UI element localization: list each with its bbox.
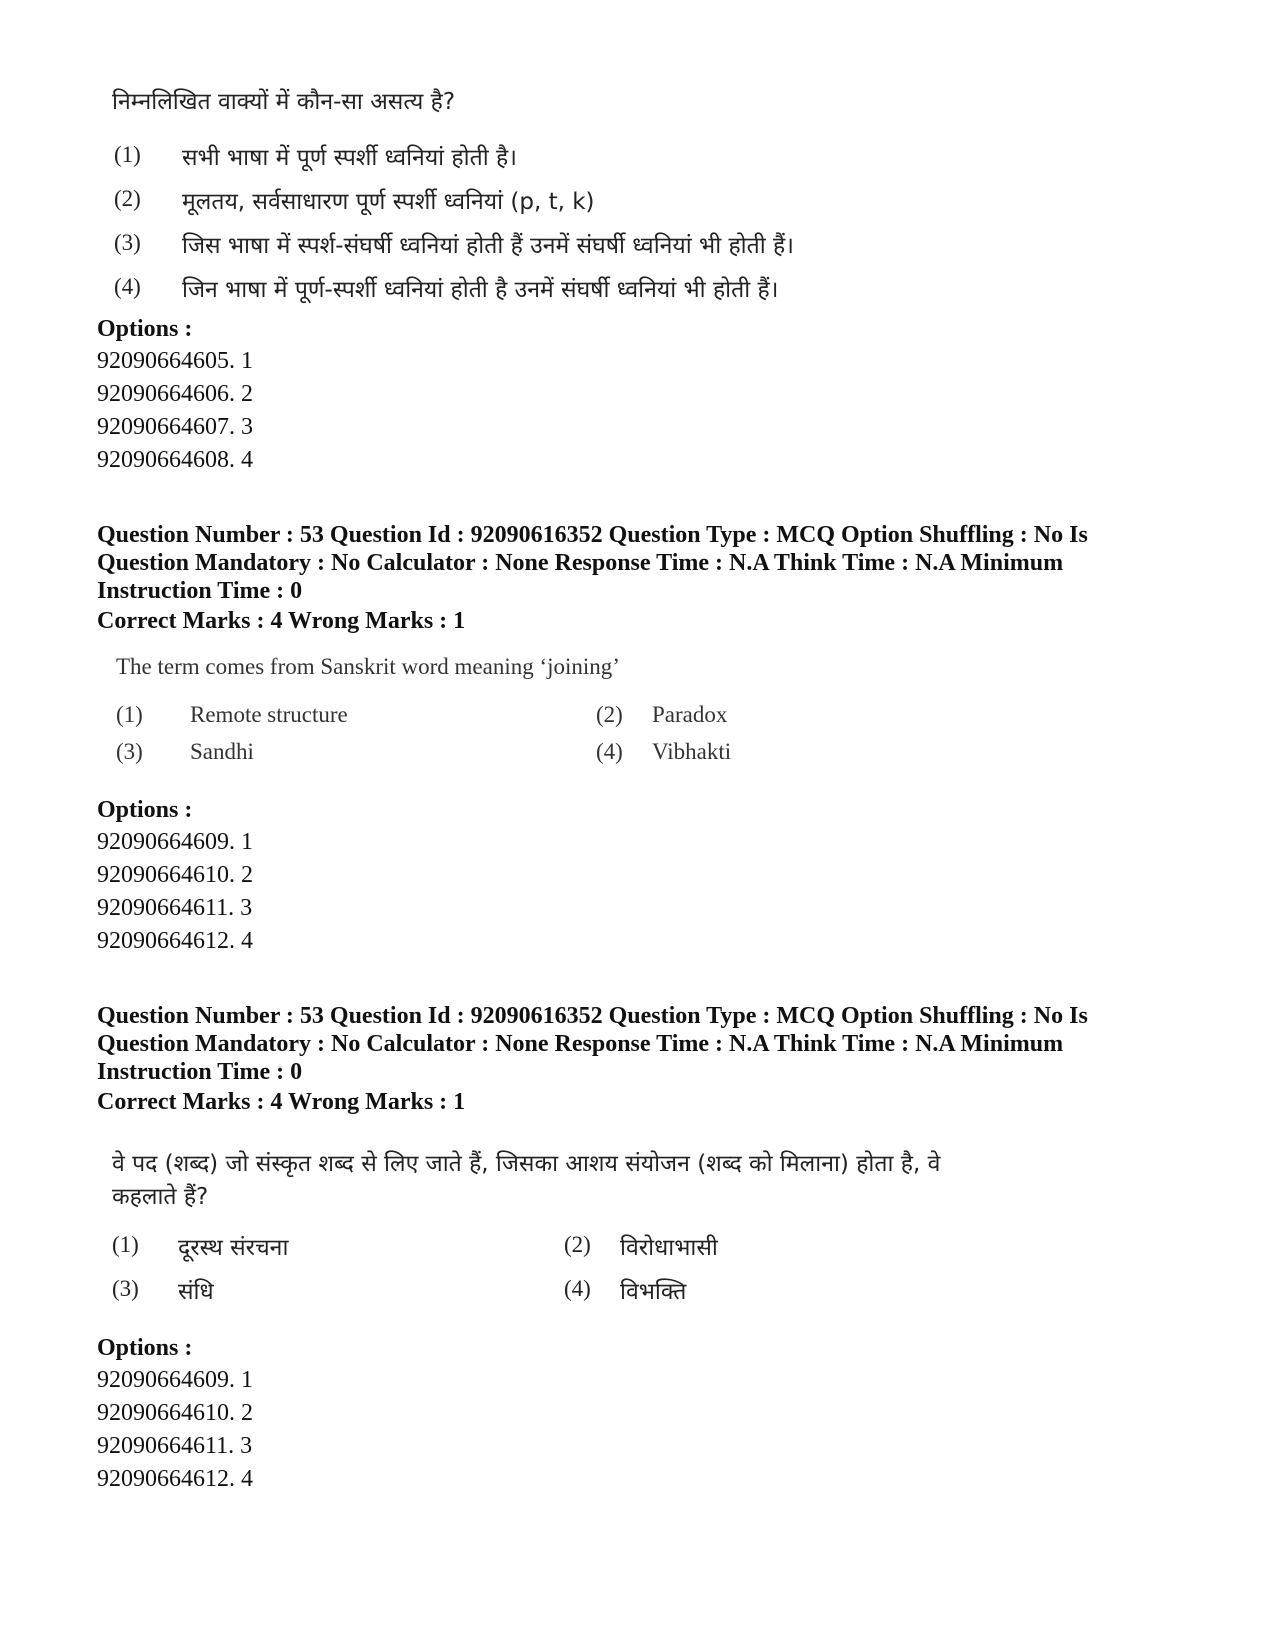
choice-number: (3) [112,1276,139,1301]
options-label: Options : [97,1335,193,1361]
choice-number: (2) [596,702,623,727]
choice-number: (1) [112,1232,139,1257]
option-line: 92090664607. 3 [97,414,253,440]
choice-number: (3) [114,230,141,255]
option-line: 92090664612. 4 [97,928,253,954]
option-line: 92090664610. 2 [97,1400,253,1426]
choice-text: दूरस्थ संरचना [178,1235,289,1261]
question-meta [97,521,1197,605]
choice-text: Vibhakti [652,739,732,764]
choice-number: (3) [116,739,143,764]
option-line: 92090664609. 1 [97,1367,253,1393]
choice-text: संधि [178,1279,214,1305]
option-line: 92090664608. 4 [97,447,253,473]
question-meta [97,1002,1197,1086]
choice-text: Remote structure [190,702,348,727]
marks-line: Correct Marks : 4 Wrong Marks : 1 [97,608,466,634]
options-label: Options : [97,316,193,342]
question-stem-continued: कहलाते हैं? [112,1184,209,1210]
question-stem: वे पद (शब्द) जो संस्कृत शब्द से लिए जाते हैं, जिसका आशय संयोजन (शब्द को मिलाना) होता है, वे [112,1151,941,1177]
question-meta-line: Question Mandatory : No Calculator : None Response Time : N.A Think Time : N.A Minimum [97,1031,1064,1057]
question-stem: The term comes from Sanskrit word meaning ‘joining’ [116,654,620,679]
options-label: Options : [97,797,193,823]
question-meta-line: Question Number : 53 Question Id : 92090616352 Question Type : MCQ Option Shuffling : No Is [97,1003,1088,1029]
question-meta-line: Instruction Time : 0 [97,1059,303,1085]
choice-text: Sandhi [190,739,254,764]
option-line: 92090664612. 4 [97,1466,253,1492]
choice-text: जिस भाषा में स्पर्श-संघर्षी ध्वनियां होती हैं उनमें संघर्षी ध्वनियां भी होती हैं। [182,233,794,259]
choice-number: (4) [596,739,623,764]
question-meta-line: Question Mandatory : No Calculator : None Response Time : N.A Think Time : N.A Minimum [97,550,1064,576]
choice-text: मूलतय, सर्वसाधारण पूर्ण स्पर्शी ध्वनियां (p, t, k) [182,189,595,215]
option-line: 92090664606. 2 [97,381,253,407]
option-line: 92090664610. 2 [97,862,253,888]
option-line: 92090664611. 3 [97,895,253,921]
choice-number: (4) [564,1276,591,1301]
question-meta-line: Question Number : 53 Question Id : 92090616352 Question Type : MCQ Option Shuffling : No Is [97,522,1088,548]
choice-number: (2) [114,186,141,211]
option-line: 92090664611. 3 [97,1433,253,1459]
option-line: 92090664605. 1 [97,348,253,374]
choice-text: जिन भाषा में पूर्ण-स्पर्शी ध्वनियां होती है उनमें संघर्षी ध्वनियां भी होती हैं। [182,277,779,303]
option-line: 92090664609. 1 [97,829,253,855]
choice-number: (4) [114,274,141,299]
question-stem: निम्नलिखित वाक्यों में कौन-सा असत्य है? [112,89,456,115]
marks-line: Correct Marks : 4 Wrong Marks : 1 [97,1089,466,1115]
choice-number: (1) [116,702,143,727]
question-meta-line: Instruction Time : 0 [97,578,303,604]
choice-number: (1) [114,142,141,167]
choice-text: विभक्ति [620,1279,687,1305]
choice-text: Paradox [652,702,728,727]
choice-number: (2) [564,1232,591,1257]
choice-text: विरोधाभासी [620,1235,718,1261]
choice-text: सभी भाषा में पूर्ण स्पर्शी ध्वनियां होती है। [182,145,517,171]
